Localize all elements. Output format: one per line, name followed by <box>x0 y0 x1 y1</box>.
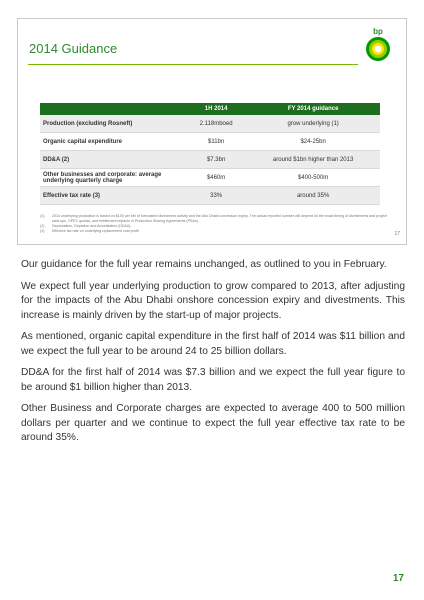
helios-sun-icon <box>362 27 394 63</box>
table-cell: $400-500m <box>246 169 380 187</box>
paragraph: We expect full year underlying production to grow compared to 2013, after adjusting for the impacts of the Abu Dhabi onshore concession expiry and divestments. This increase is mainly driven by the start-up of major projects. <box>21 280 405 321</box>
paragraph: As mentioned, organic capital expenditure in the first half of 2014 was $11 billion and we expect the full year to be around 24 to 25 billion dollars. <box>21 331 405 357</box>
bp-logo-text: bp <box>373 27 383 36</box>
footnote-text: Depreciation, Depletion and Amortisation (DD&A). <box>52 224 132 228</box>
body-text <box>21 258 405 453</box>
table-row <box>40 133 380 151</box>
page-number: 17 <box>392 573 404 584</box>
slide-number: 17 <box>394 231 400 237</box>
footnote <box>40 214 390 224</box>
footnote-text: 2014 underlying production is based on $100 per bbl of forecasted divestment activity and the Abu Dhabi concession expiry. The actual reported number will depend on the exact timing of divestments and project start-ups, OPEC quotas, and entitlement impacts in Production Sharing Agreements (PSAs). <box>52 214 388 223</box>
footnote <box>40 229 390 234</box>
table-cell: 2.118mboed <box>186 115 246 133</box>
table-row <box>40 169 380 187</box>
footnote-number: (2) <box>40 224 45 228</box>
table-cell: 33% <box>186 187 246 205</box>
footnote-number: (3) <box>40 229 45 233</box>
table-header-cell: FY 2014 guidance <box>246 103 380 115</box>
table-cell: $460m <box>186 169 246 187</box>
table-cell: grow underlying (1) <box>246 115 380 133</box>
table-cell: Production (excluding Rosneft) <box>40 115 186 133</box>
footnote-text: Effective tax rate on underlying replacement cost profit. <box>52 229 140 233</box>
slide-title: 2014 Guidance <box>29 41 118 56</box>
table-cell: Other businesses and corporate: average underlying quarterly charge <box>40 169 186 187</box>
paragraph: Other Business and Corporate charges are expected to average 400 to 500 million dollars per quarter and we continue to expect the full year effective tax rate to be around 35%. <box>21 403 405 443</box>
table-cell: DD&A (2) <box>40 151 186 169</box>
table-row <box>40 115 380 133</box>
table-row <box>40 187 380 205</box>
table-cell: around 35% <box>246 187 380 205</box>
table-header-row <box>40 103 380 115</box>
paragraph: Our guidance for the full year remains unchanged, as outlined to you in February. <box>21 259 387 270</box>
table-cell: Effective tax rate (3) <box>40 187 186 205</box>
table-cell: around $1bn higher than 2013 <box>246 151 380 169</box>
table-cell: Organic capital expenditure <box>40 133 186 151</box>
table-header-cell: 1H 2014 <box>186 103 246 115</box>
slide-image <box>17 18 407 245</box>
table-header-cell <box>40 103 186 115</box>
bp-logo <box>362 27 394 63</box>
table-cell: $24-25bn <box>246 133 380 151</box>
slide-footnotes <box>40 214 390 234</box>
table-cell: $7.3bn <box>186 151 246 169</box>
table-row <box>40 151 380 169</box>
title-divider <box>28 64 358 65</box>
guidance-table <box>40 103 380 205</box>
table-cell: $11bn <box>186 133 246 151</box>
paragraph: DD&A for the first half of 2014 was $7.3 billion and we expect the full year figure to be around $1 billion higher than 2013. <box>21 367 405 393</box>
footnote-number: (1) <box>40 214 45 218</box>
